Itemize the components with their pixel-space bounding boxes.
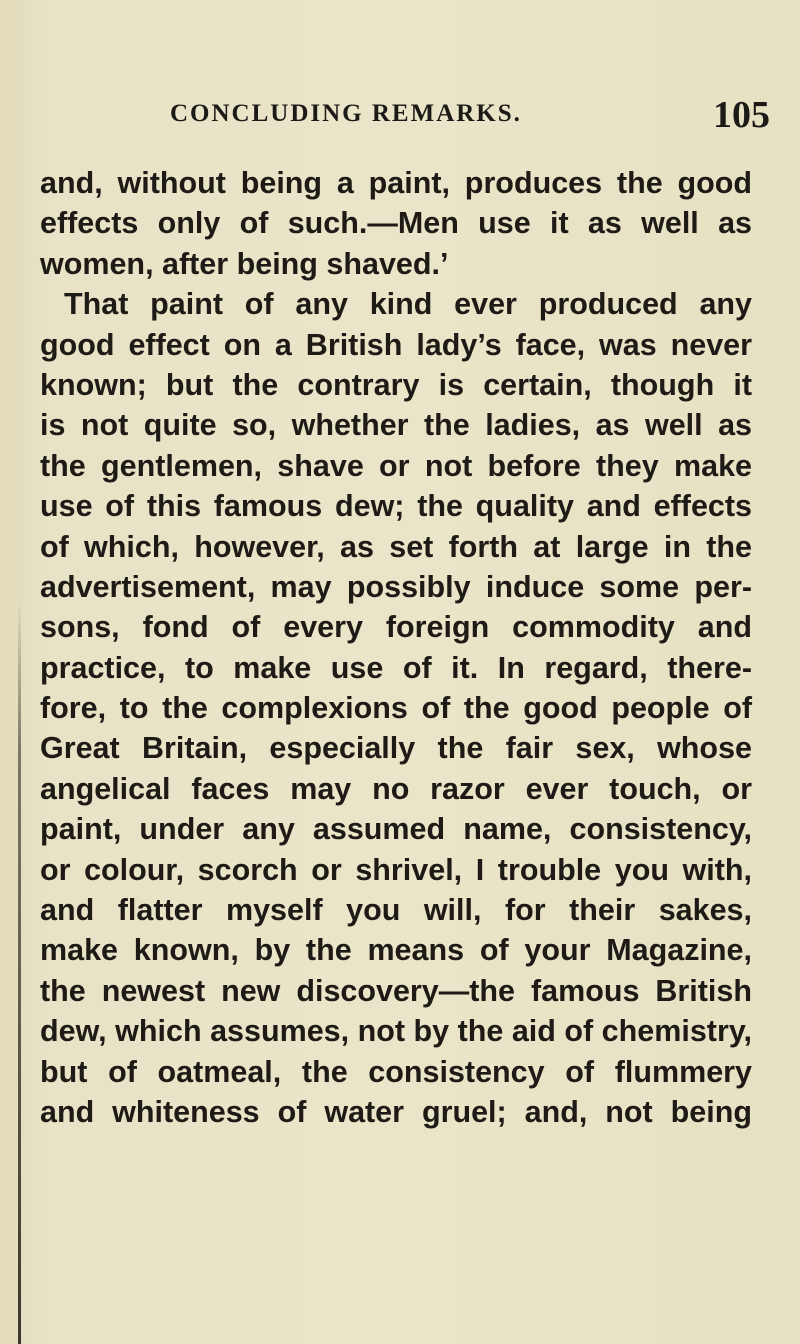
text-line: good effect on a British lady’s face, was never (40, 327, 752, 362)
text-line: known; but the contrary is certain, though it (40, 367, 752, 402)
text-line: effects only of such.—Men use it as well as (40, 206, 752, 241)
text-line: the newest new discovery—the famous British (40, 973, 752, 1008)
text-line: and, without being a paint, produces the good (40, 166, 752, 200)
binding-shadow (18, 600, 21, 1344)
text-line: Great Britain, especially the fair sex, whose (40, 731, 752, 766)
text-line: paint, under any assumed name, consistency, (40, 812, 752, 847)
text-line: women, after being shaved.’ (40, 246, 449, 281)
page-number: 105 (713, 94, 770, 136)
text-line: dew, which assumes, not by the aid of chemistry, (40, 1014, 752, 1049)
text-line: of which, however, as set forth at large in the (40, 529, 752, 564)
text-line: and flatter myself you will, for their sakes, (40, 893, 752, 928)
running-head: CONCLUDING REMARKS. (170, 100, 522, 127)
text-line: fore, to the complexions of the good people of (40, 691, 752, 726)
text-line: make known, by the means of your Magazine, (40, 933, 752, 968)
text-line: use of this famous dew; the quality and effects (40, 489, 752, 524)
text-line: That paint of any kind ever produced any (64, 287, 752, 322)
text-line: advertisement, may possibly induce some per- (40, 569, 752, 604)
text-line: sons, fond of every foreign commodity and (40, 610, 752, 645)
page-header (140, 93, 770, 137)
text-line: and whiteness of water gruel; and, not being (40, 1094, 752, 1129)
text-line: or colour, scorch or shrivel, I trouble you with, (40, 852, 752, 887)
text-line: practice, to make use of it. In regard, there- (40, 650, 752, 685)
text-line: but of oatmeal, the consistency of flummery (40, 1054, 752, 1089)
body-text (40, 163, 752, 1132)
text-line: the gentlemen, shave or not before they make (40, 448, 752, 483)
text-line: is not quite so, whether the ladies, as well as (40, 408, 752, 443)
text-line: angelical faces may no razor ever touch, or (40, 771, 752, 806)
